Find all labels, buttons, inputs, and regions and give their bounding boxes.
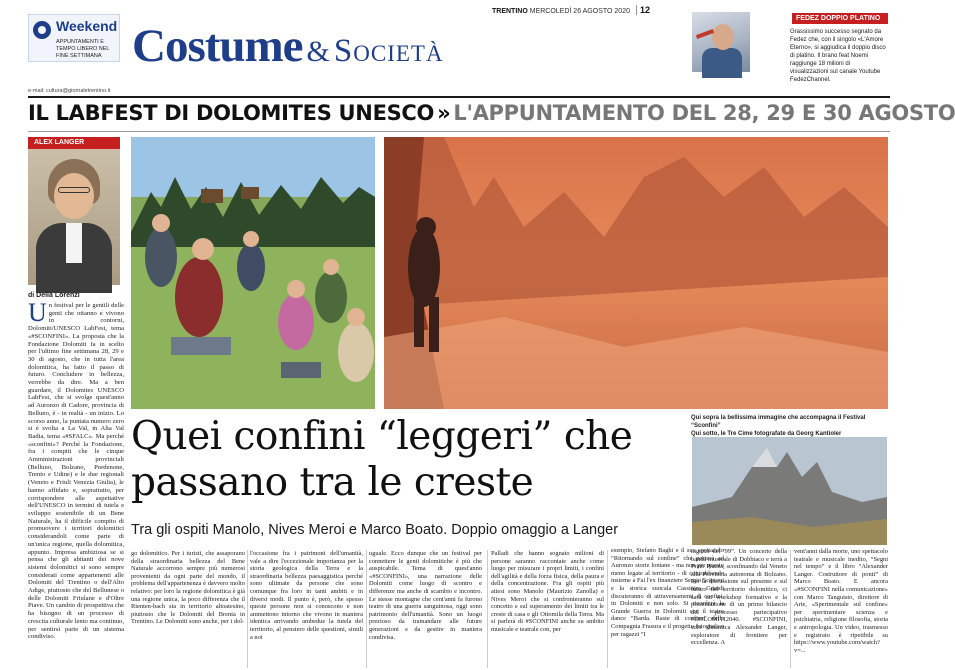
article-column: go dolomitico. Per i turisti, che assaporano della straordinaria bellezza del Bene Naturale accorrono sempre più numerosi provenienti da ogni parte del mondo, il problema dell'appartenenza è davvero molto relativo: per loro la regione dolomitica è già una regione unica, la poco differenza che il Rienten-bach sia in territorio altoatesino, piuttosto che le Dolomiti del Brenta in Trentino. Le Dolomiti sono anche, per i dol- bbox=[131, 550, 245, 626]
promo-text: Grassissimo successo segnato da Fedez che, con il singolo «L'Amore Eterno», si aggiudica il doppio disco di platino. Il brano feat Noemi raggiunge 18 milioni di visualizzazioni sul canale Youtube FedezChannel. bbox=[790, 29, 886, 83]
section-email: e-mail: cultura@giornaletrentino.it bbox=[28, 88, 111, 94]
banner-headline bbox=[28, 101, 955, 125]
article-column: Palladi che hanno sognato milioni di persone saranno raccontate anche come luogo per misurare i propri limiti, i confini dell'agilità e della forza fisica, della paura e della concentrazione. Fra gli ospiti più attesi sono Manolo (Maurizio Zanolla) e Nives Meroi che si confronteranno sul concetto e sul superamento dei limiti tra le creste di casa e gli Ottomila della Terra. Ma si parlerà di #SCONFINI anche su ambito musicale e teatrale con, per bbox=[491, 550, 604, 633]
byline-photo-tag: ALEX LANGER bbox=[28, 137, 120, 149]
article-column: vent'anni dalla morte, uno spettacolo teatrale e musicale inedito, “Segni nel tempo” e il libro “Alexander Langer. Costruttore di ponti” di Marco Boato. E ancora «#SCONFINI nella comunicazione» con Marco Tanguisto, direttore di Arte, «Sperimentale sul confine» per sperimentare scienza e psichiatria, religione filosofia, storia e antropologia. Un video, trasmesso e registrato è ripetibile su https://www.youtube.com/watch?v=... bbox=[794, 548, 888, 654]
section-title-ampersand: & bbox=[306, 35, 330, 68]
edition-name: TRENTINO bbox=[492, 8, 528, 15]
article-lead-column bbox=[28, 298, 124, 667]
photo-caption-line2: Qui sotto, le Tre Cime fotografate da Georg Kantioler bbox=[691, 431, 842, 437]
banner-sub: L'APPUNTAMENTO DEL 28, 29 E 30 AGOSTO bbox=[453, 101, 955, 125]
article-column: ragazzi del '99”. Un concerto della banda musicale di Dobbiaco e terrà a Prato Piazza, sconfinando dal Veneto alla Provincia autonoma di Bolzano. Per la discussione sul presente e sul futuro del territorio dolomitico, ci sarà un workshop formativo e la presentazione di un primo bilancio del processo partecipativo #DOLOMITI2040. #SCONFINI, solo dinamica Alexander Langer, esploratore di frontiere per eccellenza. A bbox=[691, 548, 787, 647]
weekend-logo-icon bbox=[33, 21, 51, 39]
weekend-subtitle: APPUNTAMENTI E TEMPO LIBERO NEL FINE SETTIMANA bbox=[56, 39, 110, 59]
section-title-costume: Costume bbox=[132, 20, 303, 72]
banner-separator: » bbox=[437, 101, 451, 125]
drop-cap: U bbox=[28, 298, 47, 327]
section-title bbox=[132, 19, 444, 73]
photo-hikers-meadow bbox=[131, 137, 375, 409]
top-strip bbox=[0, 0, 890, 10]
weekend-promo-box[interactable] bbox=[28, 14, 120, 62]
divider bbox=[487, 550, 488, 668]
divider bbox=[607, 550, 608, 668]
banner-main: IL LABFEST DI DOLOMITES UNESCO bbox=[28, 101, 435, 125]
article-headline: Quei confini “leggeri” che passano tra le creste bbox=[131, 414, 633, 505]
photo-tre-cime bbox=[692, 437, 887, 545]
article-lead-text: n festival per le gentili delle genti che ottanno e vivono in contorni, Dolomiti/UNESCO LabFest, tema «#SCONFINI». La proposta che la Fondazione Dolomiti fa in scelto per l'ultimo fine settimana 28, 29 e 30 di agosto, che in tutta l'area dolomitica, ha fatto il passo di futuro. Concludere in bellezza, verrebbe da dire. Ma a ben guardare, il Dolomites UNESCO LabFest, che si svolge quest'anno ad Auronzo di Cadore, provincia di Belluno, è - in realtà - un inizio. Lo scorso anno, la puntata numero zero si è svolta a La Val, in Alta Val Badia, tema «#SFALC». Ma perché «sconfini»? Perché la Fondazione, fra i compiti che le cinque Amministrazioni provinciali (Belluno, Bolzano, Pordenone, Trento e Udine) e le due regionali (Veneto e Friuli Venezia Giulia), le hanno affidato e, soprattutto, per corrispondere alle aspettative dell'UNESCO in termini di tutela e sviluppo sostenibile di un Bene Naturale, ha il difficile compito di promuovere i territori dolomitici considerandoli come parte di un'unica regione, quella dolomitica, appunto. Impresa ambiziosa se si pensa che gli abitanti dei nove sistemi dolomitici si sono sempre considerati come appartenenti alle Dolomiti del Trentino o dell'Alto Adige, piuttosto che del Bellunese o delle Dolomiti Friulane e d'Oltre Piave. Un cambio di prospettiva che ha bisogno di un processo di crescita culturale lento ma continuo, per sentirsi parte di un sistema condiviso. bbox=[28, 302, 124, 641]
divider bbox=[790, 550, 791, 668]
divider bbox=[28, 96, 890, 98]
photo-caption bbox=[691, 414, 889, 438]
running-header bbox=[492, 5, 650, 15]
section-title-societa: Società bbox=[333, 33, 444, 69]
divider bbox=[366, 550, 367, 668]
byline-photo bbox=[28, 137, 120, 285]
article-column: l'occasione fra i patrimoni dell'umanità, vale a dire l'eccezionale importanza per la storia geologica della Terra e la straordinaria bellezza paesaggistica perché sono ultimate da persone che sono comunque fra loro in tanti ambiti e in diversi modi. Il punto è, però, che spesso queste persone non si conoscono e non ammettono intorno che vivono in maniera identica arrivando ambedue la tutela del territorio, al pensiero delle questioni, simili a noi bbox=[250, 550, 363, 641]
promo-photo-fedez[interactable] bbox=[692, 12, 750, 72]
photo-climber-sunset bbox=[384, 137, 888, 409]
article-column: uguale. Ecco dunque che un festival per connettere le genti dolomitiche è più che auspicabile. Tema di quest'anno «#SCONFINI», una narrazione delle Dolomiti come luogo di scontro e differenze ma anche di scambio e incontro. Le stesse montagne che cent'anni fa furono teatro di una guerra sanguinosa, oggi sono patrimonio dell'umanità. Sono un luogo prezioso da tramandare alle future generazioni e da gestire in maniera condivisa. bbox=[369, 550, 482, 641]
divider bbox=[28, 131, 890, 132]
weekend-title: Weekend bbox=[56, 18, 118, 34]
article-subhead: Tra gli ospiti Manolo, Nives Meroi e Marco Boato. Doppio omaggio a Langer bbox=[131, 522, 619, 538]
author-byline: di Delia Lorenzi bbox=[28, 292, 80, 299]
photo-caption-line1: Qui sopra la bellissima immagine che accompagna il Festival “Sconfini” bbox=[691, 415, 866, 429]
page-number: 12 bbox=[636, 5, 650, 15]
promo-tag: FEDEZ DOPPIO PLATINO bbox=[792, 13, 888, 24]
issue-date: MERCOLEDÌ 26 AGOSTO 2020 bbox=[529, 8, 630, 15]
article-column: esempio, Stefano Baghi e il suo spettacolo “Ritornando sul confine” che porterà ad Auronzo storie lontane - ma non per questo meno legate al territorio - di contrabbando insieme a Fai l'ex finanziere Sergio Scipioni e la storica suocala Cassinira Grandi discuteranno di attraversamenti di confini, in Dolomiti e non solo. Si ricorderà la Grande Guerra in Dolomiti con il teatro dance “Barda. Raste di confine” della Compagnia Frasura e il progetto fotografico per ragazzi “I bbox=[611, 547, 724, 638]
divider bbox=[247, 550, 248, 668]
